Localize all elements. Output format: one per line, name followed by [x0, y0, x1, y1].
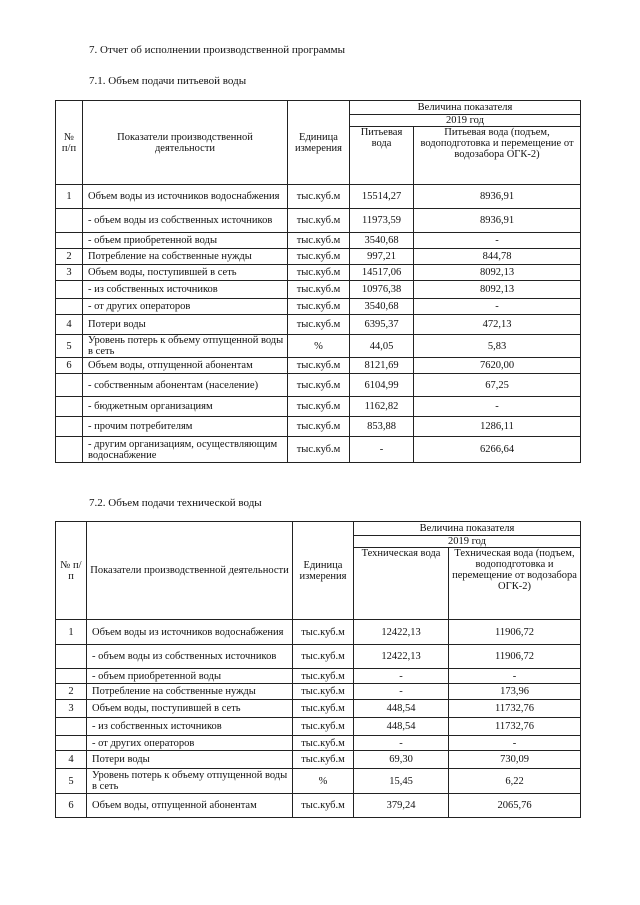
- row-value-1: 3540,68: [350, 299, 414, 315]
- table-row: [56, 299, 581, 315]
- table-row: [56, 700, 581, 718]
- row-value-1: 8121,69: [350, 358, 414, 374]
- row-unit: тыс.куб.м: [288, 233, 350, 249]
- header-unit: Единица измерения: [293, 522, 354, 620]
- row-indicator: - объем приобретенной воды: [83, 233, 288, 249]
- row-unit: %: [288, 335, 350, 358]
- table-row: [56, 620, 581, 645]
- row-unit: тыс.куб.м: [288, 315, 350, 335]
- row-value-1: 1162,82: [350, 397, 414, 417]
- header-num: № п/п: [56, 522, 87, 620]
- row-num: [56, 299, 83, 315]
- row-indicator: - собственным абонентам (население): [83, 374, 288, 397]
- row-value-1: 6104,99: [350, 374, 414, 397]
- row-value-1: -: [354, 669, 449, 684]
- row-indicator: - бюджетным организациям: [83, 397, 288, 417]
- row-value-2: 173,96: [449, 684, 581, 700]
- row-unit: тыс.куб.м: [288, 249, 350, 265]
- row-indicator: Объем воды, поступившей в сеть: [83, 265, 288, 281]
- row-num: 4: [56, 751, 87, 769]
- row-value-1: 15514,27: [350, 185, 414, 209]
- table-row: [56, 281, 581, 299]
- row-num: [56, 374, 83, 397]
- row-value-2: 11906,72: [449, 645, 581, 669]
- row-value-2: 67,25: [414, 374, 581, 397]
- row-value-1: -: [354, 684, 449, 700]
- table-row: [56, 315, 581, 335]
- row-indicator: - другим организациям, осуществляющим водоснабжение: [83, 437, 288, 463]
- row-indicator: Объем воды, поступившей в сеть: [87, 700, 293, 718]
- row-indicator: - из собственных источников: [87, 718, 293, 736]
- table-row: [56, 358, 581, 374]
- row-num: 1: [56, 185, 83, 209]
- row-indicator: - от других операторов: [87, 736, 293, 751]
- row-value-1: 6395,37: [350, 315, 414, 335]
- row-num: 5: [56, 769, 87, 794]
- row-value-2: 7620,00: [414, 358, 581, 374]
- header-value-group: Величина показателя: [354, 522, 581, 536]
- row-unit: тыс.куб.м: [293, 718, 354, 736]
- row-value-1: -: [350, 437, 414, 463]
- row-unit: тыс.куб.м: [288, 397, 350, 417]
- row-unit: тыс.куб.м: [288, 281, 350, 299]
- row-num: [56, 669, 87, 684]
- row-value-2: 11732,76: [449, 718, 581, 736]
- header-year: 2019 год: [350, 115, 581, 127]
- header-col-technical-ogk2: Техническая вода (подъем, водоподготовка и перемещение от водозабора ОГК-2): [449, 548, 581, 620]
- row-indicator: Объем воды из источников водоснабжения: [87, 620, 293, 645]
- row-indicator: Потери воды: [87, 751, 293, 769]
- row-num: 6: [56, 794, 87, 818]
- row-indicator: - объем приобретенной воды: [87, 669, 293, 684]
- subsection-heading-technical-water: 7.2. Объем подачи технической воды: [89, 497, 262, 509]
- table-row: [56, 437, 581, 463]
- row-value-1: 448,54: [354, 700, 449, 718]
- drinking-water-table-body: [56, 101, 581, 463]
- row-num: [56, 645, 87, 669]
- row-value-2: 8092,13: [414, 265, 581, 281]
- row-value-1: 379,24: [354, 794, 449, 818]
- row-indicator: - из собственных источников: [83, 281, 288, 299]
- section-heading: 7. Отчет об исполнении производственной программы: [89, 44, 345, 56]
- row-num: 2: [56, 249, 83, 265]
- row-value-2: -: [449, 736, 581, 751]
- row-unit: тыс.куб.м: [288, 299, 350, 315]
- row-num: [56, 437, 83, 463]
- row-value-1: 12422,13: [354, 645, 449, 669]
- row-unit: тыс.куб.м: [288, 265, 350, 281]
- table-row: [56, 769, 581, 794]
- row-value-1: 44,05: [350, 335, 414, 358]
- row-value-1: 15,45: [354, 769, 449, 794]
- technical-water-table: [55, 521, 581, 818]
- row-value-2: 6266,64: [414, 437, 581, 463]
- row-num: [56, 718, 87, 736]
- row-num: [56, 209, 83, 233]
- row-indicator: Объем воды, отпущенной абонентам: [83, 358, 288, 374]
- row-num: 3: [56, 700, 87, 718]
- row-unit: тыс.куб.м: [293, 620, 354, 645]
- row-value-1: 853,88: [350, 417, 414, 437]
- row-value-2: 8936,91: [414, 185, 581, 209]
- row-indicator: - объем воды из собственных источников: [87, 645, 293, 669]
- table-row: [56, 249, 581, 265]
- drinking-water-table: [55, 100, 581, 463]
- row-value-2: 11732,76: [449, 700, 581, 718]
- row-indicator: Объем воды из источников водоснабжения: [83, 185, 288, 209]
- header-unit: Единица измерения: [288, 101, 350, 185]
- row-num: 6: [56, 358, 83, 374]
- row-num: [56, 397, 83, 417]
- row-unit: %: [293, 769, 354, 794]
- row-value-1: 10976,38: [350, 281, 414, 299]
- row-unit: тыс.куб.м: [293, 751, 354, 769]
- header-col-technical: Техническая вода: [354, 548, 449, 620]
- row-value-2: 11906,72: [449, 620, 581, 645]
- row-value-2: -: [414, 299, 581, 315]
- row-num: [56, 281, 83, 299]
- row-value-2: -: [414, 233, 581, 249]
- header-indicator: Показатели производственной деятельности: [87, 522, 293, 620]
- row-value-2: 6,22: [449, 769, 581, 794]
- table-row: [56, 794, 581, 818]
- row-unit: тыс.куб.м: [288, 185, 350, 209]
- row-unit: тыс.куб.м: [293, 700, 354, 718]
- row-num: [56, 233, 83, 249]
- row-indicator: Объем воды, отпущенной абонентам: [87, 794, 293, 818]
- row-value-2: 8936,91: [414, 209, 581, 233]
- row-unit: тыс.куб.м: [288, 437, 350, 463]
- row-indicator: - прочим потребителям: [83, 417, 288, 437]
- table-row: [56, 397, 581, 417]
- row-value-2: 2065,76: [449, 794, 581, 818]
- header-value-group: Величина показателя: [350, 101, 581, 115]
- table-row: [56, 265, 581, 281]
- row-unit: тыс.куб.м: [293, 669, 354, 684]
- table-row: [56, 374, 581, 397]
- row-value-1: 448,54: [354, 718, 449, 736]
- header-col-drinking-ogk2: Питьевая вода (подъем, водоподготовка и перемещение от водозабора ОГК-2): [414, 127, 581, 185]
- table-row: [56, 645, 581, 669]
- row-indicator: Потери воды: [83, 315, 288, 335]
- row-unit: тыс.куб.м: [288, 358, 350, 374]
- row-indicator: - объем воды из собственных источников: [83, 209, 288, 233]
- row-num: 2: [56, 684, 87, 700]
- table-row: [56, 185, 581, 209]
- technical-water-table-body: [56, 522, 581, 818]
- row-num: [56, 417, 83, 437]
- row-value-1: 12422,13: [354, 620, 449, 645]
- table-row: [56, 684, 581, 700]
- row-value-1: 997,21: [350, 249, 414, 265]
- header-num: № п/п: [56, 101, 83, 185]
- header-col-drinking: Питьевая вода: [350, 127, 414, 185]
- row-num: 5: [56, 335, 83, 358]
- row-value-2: 5,83: [414, 335, 581, 358]
- row-value-2: 8092,13: [414, 281, 581, 299]
- table-row: [56, 718, 581, 736]
- row-value-2: 1286,11: [414, 417, 581, 437]
- row-indicator: Уровень потерь к объему отпущенной воды в сеть: [87, 769, 293, 794]
- row-value-2: -: [449, 669, 581, 684]
- table-row: [56, 736, 581, 751]
- row-indicator: Уровень потерь к объему отпущенной воды в сеть: [83, 335, 288, 358]
- row-indicator: Потребление на собственные нужды: [83, 249, 288, 265]
- row-value-2: 472,13: [414, 315, 581, 335]
- row-unit: тыс.куб.м: [293, 684, 354, 700]
- row-value-1: 11973,59: [350, 209, 414, 233]
- header-year: 2019 год: [354, 536, 581, 548]
- row-num: 4: [56, 315, 83, 335]
- row-unit: тыс.куб.м: [288, 209, 350, 233]
- row-unit: тыс.куб.м: [293, 645, 354, 669]
- row-num: [56, 736, 87, 751]
- table-row: [56, 751, 581, 769]
- row-num: 3: [56, 265, 83, 281]
- row-unit: тыс.куб.м: [293, 736, 354, 751]
- header-indicator: Показатели производственной деятельности: [83, 101, 288, 185]
- row-value-2: 730,09: [449, 751, 581, 769]
- row-value-1: 69,30: [354, 751, 449, 769]
- table-row: [56, 669, 581, 684]
- row-indicator: - от других операторов: [83, 299, 288, 315]
- row-unit: тыс.куб.м: [288, 374, 350, 397]
- row-unit: тыс.куб.м: [288, 417, 350, 437]
- subsection-heading-drinking-water: 7.1. Объем подачи питьевой воды: [89, 75, 247, 87]
- row-value-1: -: [354, 736, 449, 751]
- table-row: [56, 209, 581, 233]
- table-row: [56, 417, 581, 437]
- row-unit: тыс.куб.м: [293, 794, 354, 818]
- row-value-2: -: [414, 397, 581, 417]
- table-row: [56, 335, 581, 358]
- row-value-2: 844,78: [414, 249, 581, 265]
- table-row: [56, 233, 581, 249]
- row-value-1: 14517,06: [350, 265, 414, 281]
- row-value-1: 3540,68: [350, 233, 414, 249]
- row-indicator: Потребление на собственные нужды: [87, 684, 293, 700]
- row-num: 1: [56, 620, 87, 645]
